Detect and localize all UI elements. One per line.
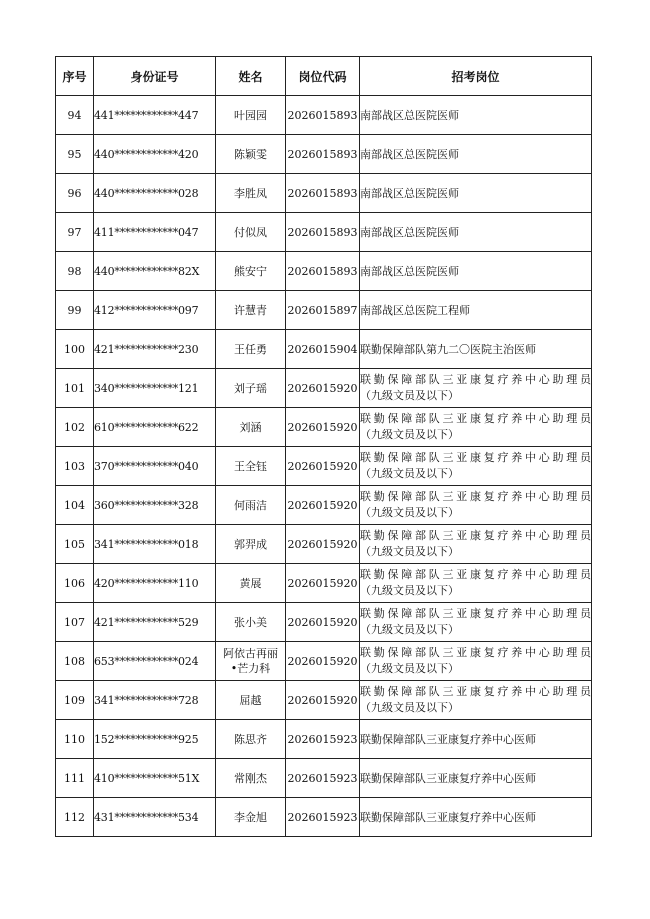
cell-id-number: 370************040: [94, 447, 216, 486]
cell-id-number: 411************047: [94, 213, 216, 252]
cell-id-number: 440************420: [94, 135, 216, 174]
cell-seq: 98: [56, 252, 94, 291]
cell-post: [360, 681, 592, 720]
table-row: [56, 642, 592, 681]
cell-seq: 102: [56, 408, 94, 447]
cell-name: 陈颖雯: [216, 135, 286, 174]
cell-post-code: 2026015920: [286, 486, 360, 525]
cell-post: 南部战区总医院医师: [360, 213, 592, 252]
cell-name-line-1: 阿依古再丽: [223, 647, 278, 660]
cell-post: [360, 369, 592, 408]
table-row: [56, 603, 592, 642]
cell-post-line-1: 联勤保障部队三亚康复疗养中心助理员: [360, 529, 591, 542]
cell-post-code: 2026015923: [286, 720, 360, 759]
cell-seq: 106: [56, 564, 94, 603]
table-row: [56, 135, 592, 174]
cell-post-code: 2026015904: [286, 330, 360, 369]
cell-post-code: 2026015923: [286, 759, 360, 798]
cell-post: 联勤保障部队三亚康复疗养中心医师: [360, 720, 592, 759]
cell-seq: 101: [56, 369, 94, 408]
cell-name: 王任勇: [216, 330, 286, 369]
cell-name: 李金旭: [216, 798, 286, 837]
cell-name: 郭羿成: [216, 525, 286, 564]
cell-post-line-1: 联勤保障部队三亚康复疗养中心助理员: [360, 373, 591, 386]
header-row: [56, 57, 592, 96]
cell-name: 黄展: [216, 564, 286, 603]
cell-seq: 112: [56, 798, 94, 837]
cell-name: 刘涵: [216, 408, 286, 447]
cell-post-line-1: 联勤保障部队三亚康复疗养中心助理员: [360, 646, 591, 659]
cell-post-line-1: 联勤保障部队三亚康复疗养中心助理员: [360, 490, 591, 503]
cell-post-code: 2026015893: [286, 96, 360, 135]
table-row: [56, 564, 592, 603]
cell-seq: 95: [56, 135, 94, 174]
cell-name: 屈越: [216, 681, 286, 720]
header-name: 姓名: [216, 57, 286, 96]
cell-id-number: 420************110: [94, 564, 216, 603]
cell-post-code: 2026015920: [286, 642, 360, 681]
cell-post-line-2: （九级文员及以下）: [360, 506, 459, 519]
cell-seq: 100: [56, 330, 94, 369]
cell-name: 许慧青: [216, 291, 286, 330]
table-row: [56, 213, 592, 252]
cell-post: 南部战区总医院医师: [360, 135, 592, 174]
header-post-code: 岗位代码: [286, 57, 360, 96]
cell-post-line-2: （九级文员及以下）: [360, 428, 459, 441]
cell-post-line-2: （九级文员及以下）: [360, 701, 459, 714]
cell-post-code: 2026015897: [286, 291, 360, 330]
cell-post: 联勤保障部队三亚康复疗养中心医师: [360, 798, 592, 837]
cell-id-number: 341************018: [94, 525, 216, 564]
cell-post-line-1: 联勤保障部队三亚康复疗养中心助理员: [360, 412, 591, 425]
table-row: [56, 252, 592, 291]
table-row: [56, 759, 592, 798]
cell-post-line-1: 联勤保障部队三亚康复疗养中心助理员: [360, 607, 591, 620]
cell-seq: 105: [56, 525, 94, 564]
cell-id-number: 412************097: [94, 291, 216, 330]
cell-post: [360, 486, 592, 525]
cell-post: [360, 525, 592, 564]
cell-id-number: 341************728: [94, 681, 216, 720]
cell-post-line-2: （九级文员及以下）: [360, 584, 459, 597]
cell-post-code: 2026015920: [286, 447, 360, 486]
table-row: [56, 369, 592, 408]
cell-id-number: 441************447: [94, 96, 216, 135]
cell-post-code: 2026015920: [286, 369, 360, 408]
table-row: [56, 798, 592, 837]
cell-id-number: 610************622: [94, 408, 216, 447]
cell-post-line-2: （九级文员及以下）: [360, 545, 459, 558]
cell-name: 王全钰: [216, 447, 286, 486]
table-row: [56, 291, 592, 330]
cell-name: 李胜凤: [216, 174, 286, 213]
cell-seq: 96: [56, 174, 94, 213]
cell-name-line-2: •芒力科: [230, 662, 271, 675]
header-post: 招考岗位: [360, 57, 592, 96]
cell-name: 何雨洁: [216, 486, 286, 525]
table-row: [56, 525, 592, 564]
cell-id-number: 653************024: [94, 642, 216, 681]
table-body: [56, 96, 592, 837]
cell-name: 陈思齐: [216, 720, 286, 759]
cell-seq: 104: [56, 486, 94, 525]
table-row: [56, 96, 592, 135]
cell-post: [360, 447, 592, 486]
cell-post-line-2: （九级文员及以下）: [360, 623, 459, 636]
cell-post-code: 2026015920: [286, 525, 360, 564]
cell-post: 南部战区总医院医师: [360, 252, 592, 291]
cell-name: 熊安宁: [216, 252, 286, 291]
cell-post-line-2: （九级文员及以下）: [360, 662, 459, 675]
cell-name: 刘子瑶: [216, 369, 286, 408]
cell-seq: 97: [56, 213, 94, 252]
cell-id-number: 152************925: [94, 720, 216, 759]
cell-post: 南部战区总医院医师: [360, 96, 592, 135]
cell-post-code: 2026015893: [286, 174, 360, 213]
cell-post-code: 2026015920: [286, 603, 360, 642]
cell-post: 南部战区总医院医师: [360, 174, 592, 213]
cell-id-number: 440************028: [94, 174, 216, 213]
cell-id-number: 340************121: [94, 369, 216, 408]
cell-post: [360, 564, 592, 603]
cell-post: 南部战区总医院工程师: [360, 291, 592, 330]
cell-id-number: 410************51X: [94, 759, 216, 798]
cell-post: 联勤保障部队三亚康复疗养中心医师: [360, 759, 592, 798]
cell-post: [360, 603, 592, 642]
cell-id-number: 360************328: [94, 486, 216, 525]
table-row: [56, 408, 592, 447]
cell-post: [360, 642, 592, 681]
table-header: [56, 57, 592, 96]
cell-seq: 107: [56, 603, 94, 642]
cell-name: [216, 642, 286, 681]
cell-name: 常刚杰: [216, 759, 286, 798]
table-row: [56, 330, 592, 369]
cell-seq: 94: [56, 96, 94, 135]
table-row: [56, 486, 592, 525]
cell-post-line-1: 联勤保障部队三亚康复疗养中心助理员: [360, 685, 591, 698]
cell-post-code: 2026015893: [286, 213, 360, 252]
table-row: [56, 681, 592, 720]
cell-id-number: 431************534: [94, 798, 216, 837]
cell-post: 联勤保障部队第九二〇医院主治医师: [360, 330, 592, 369]
cell-name: 叶园园: [216, 96, 286, 135]
cell-post-line-1: 联勤保障部队三亚康复疗养中心助理员: [360, 568, 591, 581]
header-seq: 序号: [56, 57, 94, 96]
cell-post-line-1: 联勤保障部队三亚康复疗养中心助理员: [360, 451, 591, 464]
table-row: [56, 447, 592, 486]
cell-post-code: 2026015920: [286, 681, 360, 720]
cell-id-number: 421************230: [94, 330, 216, 369]
candidate-roster-table: [55, 56, 592, 837]
table-row: [56, 174, 592, 213]
cell-post-code: 2026015920: [286, 564, 360, 603]
cell-seq: 110: [56, 720, 94, 759]
cell-seq: 103: [56, 447, 94, 486]
cell-post-line-2: （九级文员及以下）: [360, 389, 459, 402]
cell-seq: 111: [56, 759, 94, 798]
cell-post-line-2: （九级文员及以下）: [360, 467, 459, 480]
cell-seq: 108: [56, 642, 94, 681]
cell-seq: 109: [56, 681, 94, 720]
cell-post-code: 2026015893: [286, 135, 360, 174]
cell-name: 付似凤: [216, 213, 286, 252]
cell-post: [360, 408, 592, 447]
cell-name: 张小美: [216, 603, 286, 642]
cell-id-number: 421************529: [94, 603, 216, 642]
header-id-number: 身份证号: [94, 57, 216, 96]
cell-post-code: 2026015893: [286, 252, 360, 291]
cell-post-code: 2026015920: [286, 408, 360, 447]
cell-seq: 99: [56, 291, 94, 330]
cell-post-code: 2026015923: [286, 798, 360, 837]
table-row: [56, 720, 592, 759]
cell-id-number: 440************82X: [94, 252, 216, 291]
